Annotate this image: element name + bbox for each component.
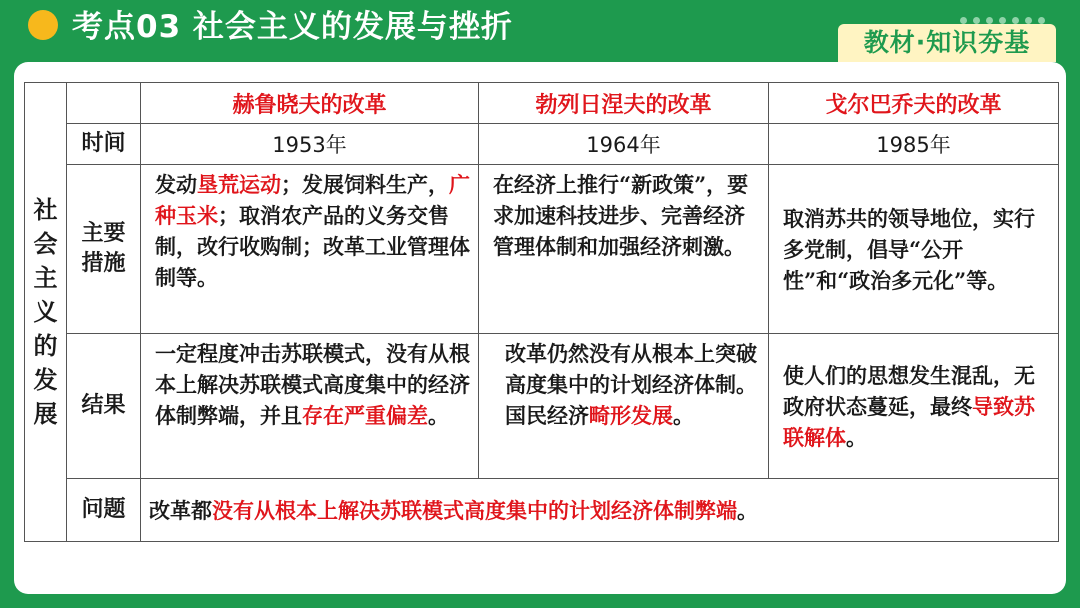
table-row-results: [25, 334, 1059, 479]
bullet-dot-icon: [28, 10, 58, 40]
results-khrushchev: 一定程度冲击苏联模式，没有从根本上解决苏联模式高度集中的经济体制弊端，并且存在严重偏差。: [141, 334, 479, 479]
results-gorbachev: 使人们的思想发生混乱，无政府状态蔓延，最终导致苏联解体。: [769, 334, 1059, 479]
measures-gorbachev: 取消苏共的领导地位，实行多党制，倡导“公开性”和“政治多元化”等。: [769, 165, 1059, 334]
table-row-measures: [25, 165, 1059, 334]
table-row-time: [25, 124, 1059, 165]
decorative-dots-icon: [960, 9, 1051, 19]
column-header-gorbachev: 戈尔巴乔夫的改革: [769, 83, 1059, 124]
row-label-problem: 问题: [67, 479, 141, 542]
time-gorbachev: 1985年: [769, 124, 1059, 165]
column-header-khrushchev: 赫鲁晓夫的改革: [141, 83, 479, 124]
table-header-row: [25, 83, 1059, 124]
time-khrushchev: 1953年: [141, 124, 479, 165]
row-label-measures: 主要 措施: [67, 165, 141, 334]
table-row-problem: [25, 479, 1059, 542]
results-brezhnev: 改革仍然没有从根本上突破高度集中的计划经济体制。国民经济畸形发展。: [479, 334, 769, 479]
corner-cell: [67, 83, 141, 124]
section-badge: 教材·知识夯基: [838, 24, 1056, 62]
problem-summary: 改革都没有从根本上解决苏联模式高度集中的计划经济体制弊端。: [141, 479, 1059, 542]
measures-brezhnev: 在经济上推行“新政策”，要求加速科技进步、完善经济管理体制和加强经济刺激。: [479, 165, 769, 334]
side-label-socialism-development: 社 会 主 义 的 发 展: [25, 83, 67, 542]
measures-khrushchev: 发动垦荒运动；发展饲料生产，广种玉米；取消农产品的义务交售制，改行收购制；改革工业管理体制等。: [141, 165, 479, 334]
row-label-results: 结果: [67, 334, 141, 479]
reform-comparison-table: [24, 82, 1059, 542]
page-title: 考点03 社会主义的发展与挫折: [72, 9, 513, 45]
row-label-time: 时间: [67, 124, 141, 165]
column-header-brezhnev: 勃列日涅夫的改革: [479, 83, 769, 124]
time-brezhnev: 1964年: [479, 124, 769, 165]
